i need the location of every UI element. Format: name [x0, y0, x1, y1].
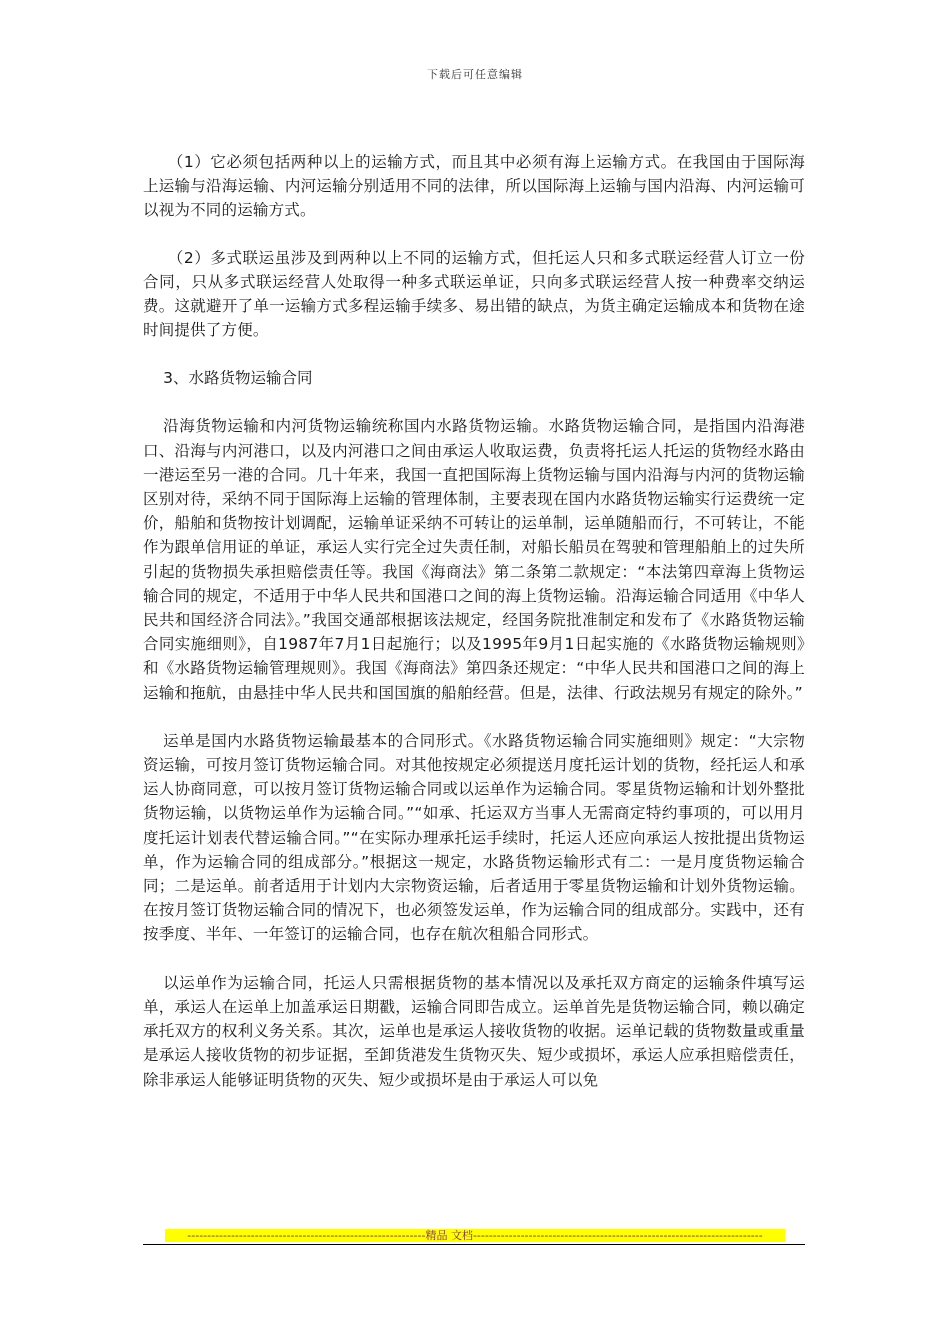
paragraph-2: （2）多式联运虽涉及到两种以上不同的运输方式，但托运人只和多式联运经营人订立一份合同，只从多式联运经营人处取得一种多式联运单证，只向多式联运经营人按一种费率交纳运费。这就避开了单一运输方式多程运输手续多、易出错的缺点，为货主确定运输成本和货物在途时间提供了方便。 [143, 248, 805, 340]
paragraph-3: 沿海货物运输和内河货物运输统称国内水路货物运输。水路货物运输合同，是指国内沿海港口、沿海与内河港口，以及内河港口之间由承运人收取运费，负责将托运人托运的货物经水路由一港运至另一港的合同。几十年来，我国一直把国际海上货物运输与国内沿海与内河的货物运输区别对待，采纳不同于国际海上运输的管理体制，主要表现在国内水路货物运输实行运费统一定价，船舶和货物按计划调配，运输单证采纳不可转让的运单制，运单随船而行，不可转让，不能作为跟单信用证的单证，承运人实行完全过失责任制，对船长船员在驾驶和管理船舶上的过失所引起的货物损失承担赔偿责任等。我国《海商法》第二条第二款规定：“本法第四章海上货物运输合同的规定，不适用于中华人民共和国港口之间的海上货物运输。沿海运输合同适用《中华人民共和国经济合同法》。”我国交通部根据该法规定，经国务院批准制定和发布了《水路货物运输合同实施细则》，自1987年7月1日起施行；以及1995年9月1日起实施的《水路货物运输规则》和《水路货物运输管理规则》。我国《海商法》第四条还规定：“中华人民共和国港口之间的海上运输和拖航，由悬挂中华人民共和国国旗的船舶经营。但是，法律、行政法规另有规定的除外。” [143, 417, 805, 702]
paragraph-1: （1）它必须包括两种以上的运输方式，而且其中必须有海上运输方式。在我国由于国际海上运输与沿海运输、内河运输分别适用不同的法律，所以国际海上运输与国内沿海、内河运输可以视为不同的运输方式。 [143, 153, 805, 220]
paragraph-5: 以运单作为运输合同，托运人只需根据货物的基本情况以及承托双方商定的运输条件填写运单，承运人在运单上加盖承运日期戳，运输合同即告成立。运单首先是货物运输合同，赖以确定承托双方的权利义务关系。其次，运单也是承运人接收货物的收据。运单记载的货物数量或重量是承运人接收货物的初步证据，至卸货港发生货物灭失、短少或损坏，承运人应承担赔偿责任，除非承运人能够证明货物的灭失、短少或损坏是由于承运人可以免 [143, 973, 805, 1089]
paragraph-4: 运单是国内水路货物运输最基本的合同形式。《水路货物运输合同实施细则》规定：“大宗物资运输，可按月签订货物运输合同。对其他按规定必须提送月度托运计划的货物，经托运人和承运人协商同意，可以按月签订货物运输合同或以运单作为运输合同。零星货物运输和计划外整批货物运输，以货物运单作为运输合同。”“如承、托运双方当事人无需商定特约事项的，可以用月度托运计划表代替运输合同。”“在实际办理承托运手续时，托运人还应向承运人按批提出货物运单，作为运输合同的组成部分。”根据这一规定，水路货物运输形式有二：一是月度货物运输合同；二是运单。前者适用于计划内大宗物资运输，后者适用于零星货物运输和计划外货物运输。在按月签订货物运输合同的情况下，也必须签发运单，作为运输合同的组成部分。实践中，还有按季度、半年、一年签订的运输合同，也存在航次租船合同形式。 [143, 731, 805, 944]
footer-divider [143, 1244, 805, 1245]
document-body [143, 150, 805, 1092]
section-heading: 3、水路货物运输合同 [163, 369, 313, 388]
footer-banner: ------------------------------------------------------------精品 文档------------------------------------------------------------------------- [165, 1229, 785, 1242]
page-footer [143, 1229, 805, 1245]
page-header: 下载后可任意编辑 [427, 68, 523, 81]
